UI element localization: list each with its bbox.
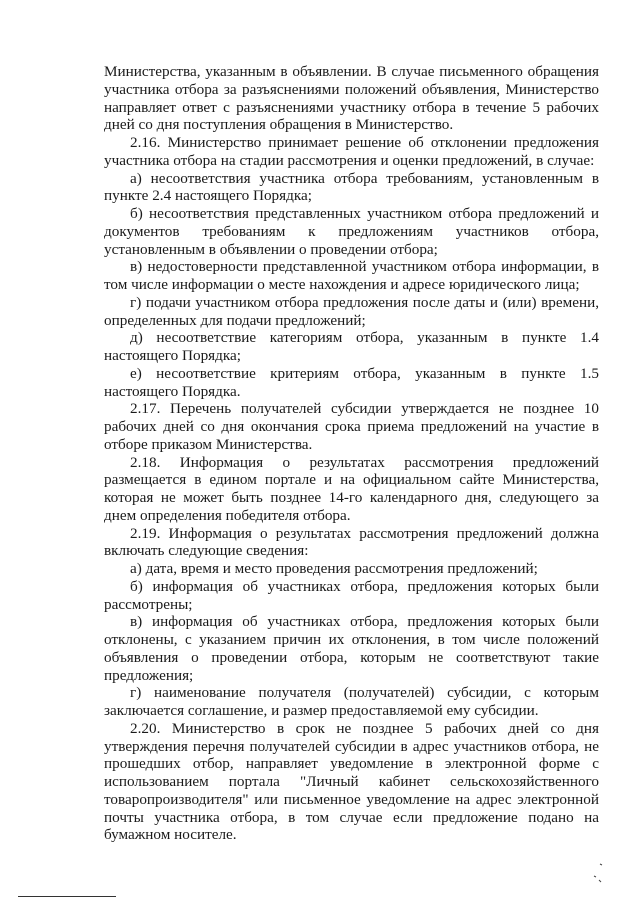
document-body	[104, 63, 599, 844]
scan-mark	[590, 862, 604, 884]
info-item-a: а) дата, время и место проведения рассмотрения предложений;	[130, 560, 538, 577]
paragraph-2-17: 2.17. Перечень получателей субсидии утверждается не позднее 10 рабочих дней со дня окончания срока приема предложений на участие в отборе приказом Министерства.	[104, 400, 599, 453]
footnote-rule	[18, 896, 116, 897]
list-item-a: а) несоответствия участника отбора требованиям, установленным в пункте 2.4 настоящего Порядка;	[104, 169, 599, 205]
list-item-v: в) недостоверности представленной участником отбора информации, в том числе информации о месте нахождения и адресе юридического лица;	[104, 258, 599, 293]
paragraph-2-16: 2.16. Министерство принимает решение об отклонении предложения участника отбора на стадии рассмотрения и оценки предложений, в случае:	[104, 134, 599, 169]
list-item-e: е) несоответствие критериям отбора, указанным в пункте 1.5 настоящего Порядка.	[104, 364, 599, 400]
list-item-b: б) несоответствия представленных участником отбора предложений и документов требованиям к предложениям участников отбора, установленным в объявлении о проведении отбора;	[104, 205, 599, 258]
paragraph-continuation: Министерства, указанным в объявлении. В случае письменного обращения участника отбора за разъяснениями положений объявления, Министерство направляет ответ с разъяснениями участнику отбора в течение 5 рабочих дней со дня поступления обращения в Министерство.	[104, 63, 599, 134]
list-item-d: д) несоответствие категориям отбора, указанным в пункте 1.4 настоящего Порядка;	[104, 329, 599, 364]
info-item-b: б) информация об участниках отбора, предложения которых были рассмотрены;	[104, 577, 599, 613]
paragraph-2-18: 2.18. Информация о результатах рассмотрения предложений размещается в едином портале и на официальном сайте Министерства, которая не может быть позднее 14-го календарного дня, следующего за днем определения победителя отбора.	[104, 453, 599, 524]
info-item-g: г) наименование получателя (получателей) субсидии, с которым заключается соглашение, и размер предоставляемой ему субсидии.	[104, 684, 599, 719]
info-item-v: в) информация об участниках отбора, предложения которых были отклонены, с указанием причин их отклонения, в том числе положений объявления о проведении отбора, которым не соответствуют такие предложения;	[104, 613, 599, 684]
list-item-g: г) подачи участником отбора предложения после даты и (или) времени, определенных для подачи предложений;	[104, 293, 599, 329]
paragraph-2-20: 2.20. Министерство в срок не позднее 5 рабочих дней со дня утверждения перечня получателей субсидии в адрес участников отбора, не прошедших отбор, направляет уведомление в электронной форме с использованием портала "Личный кабинет сельскохозяйственного товаропроизводителя" или письменное уведомление на адрес электронной почты участника отбора, в том случае если предложение подано на бумажном носителе.	[104, 719, 599, 844]
paragraph-2-19: 2.19. Информация о результатах рассмотрения предложений должна включать следующие сведения:	[104, 524, 599, 560]
